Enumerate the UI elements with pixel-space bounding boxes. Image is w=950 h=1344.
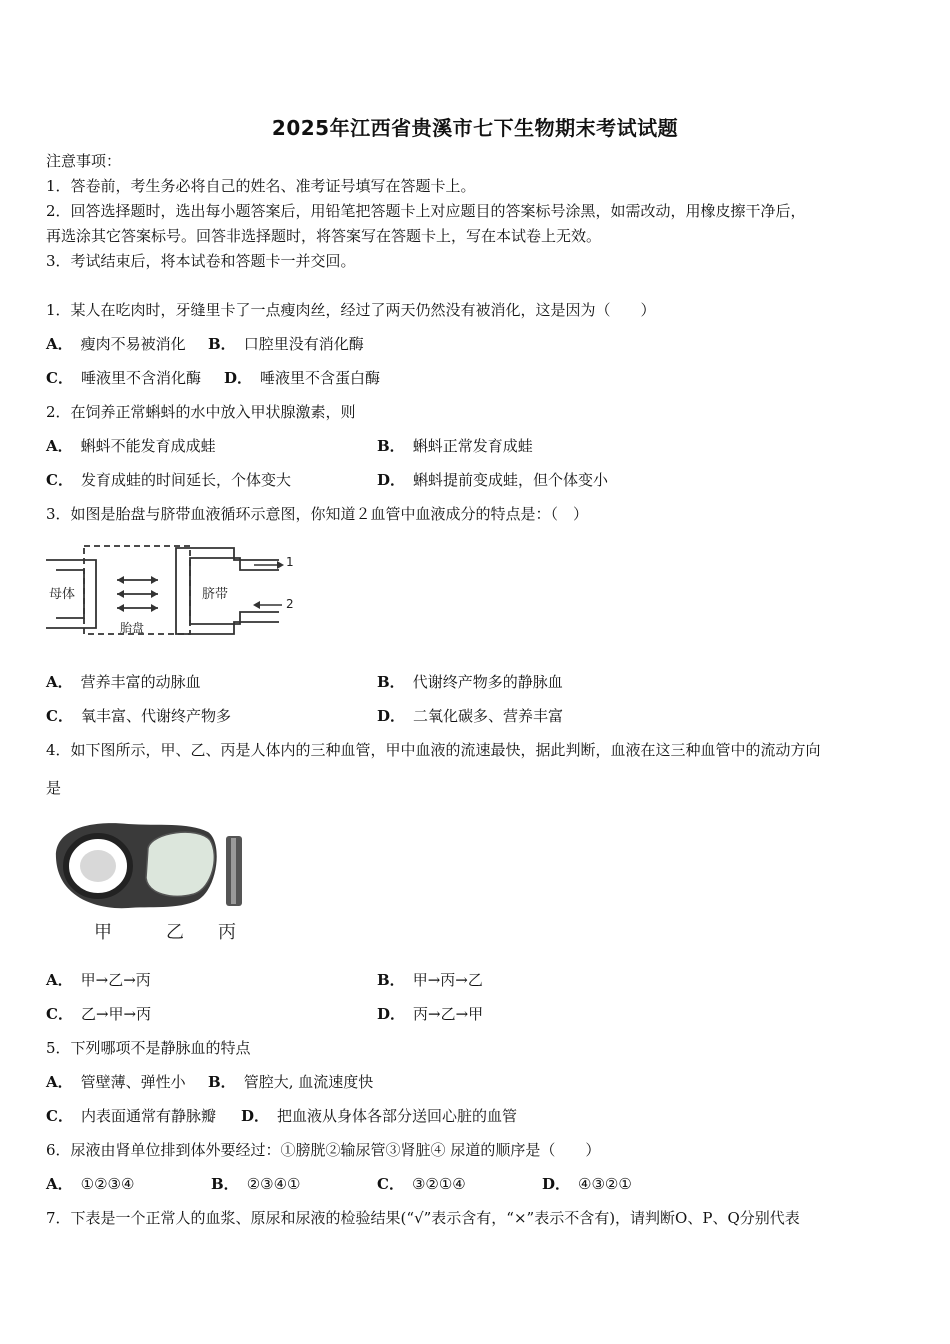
q3-option-a[interactable] — [46, 672, 201, 692]
option-label: A． — [46, 1175, 73, 1193]
notice-item-1: 1．答卷前，考生务必将自己的姓名、准考证号填写在答题卡上。 — [46, 177, 476, 195]
option-text: 二氧化碳多、营养丰富 — [413, 707, 564, 725]
q5-option-c[interactable] — [46, 1106, 216, 1126]
option-text: 甲→乙→丙 — [80, 971, 151, 989]
option-label: D． — [542, 1175, 571, 1193]
question-7-stem: 7．下表是一个正常人的血浆、原尿和尿液的检验结果(“√”表示含有，“×”表示不含有)，请判断O、P、Q分别代表 — [46, 1209, 800, 1227]
option-label: A． — [46, 335, 73, 353]
q2-option-b[interactable] — [377, 436, 533, 456]
option-label: C． — [46, 1107, 73, 1125]
q6-option-d[interactable] — [542, 1174, 632, 1194]
option-text: 蝌蚪不能发育成成蛙 — [80, 437, 216, 455]
q6-option-a[interactable] — [46, 1174, 134, 1194]
option-text: 营养丰富的动脉血 — [80, 673, 201, 691]
notice-heading: 注意事项： — [46, 152, 122, 170]
option-text: ①②③④ — [80, 1175, 135, 1193]
option-text: ②③④① — [246, 1175, 301, 1193]
mother-label: 母体 — [49, 587, 76, 602]
q2-option-d[interactable] — [377, 470, 608, 490]
vessel-jia-label: 甲 — [94, 922, 112, 943]
option-text: 丙→乙→甲 — [413, 1005, 484, 1023]
notice-item-3: 3．考试结束后，将本试卷和答题卡一并交回。 — [46, 252, 356, 270]
vessel-2-label: 2 — [286, 597, 294, 611]
notice-item-2-cont: 再选涂其它答案标号。回答非选择题时，将答案写在答题卡上，写在本试卷上无效。 — [46, 227, 602, 245]
option-label: D． — [377, 1005, 406, 1023]
q3-option-c[interactable] — [46, 706, 231, 726]
option-label: B． — [211, 1175, 239, 1193]
q3-option-b[interactable] — [377, 672, 563, 692]
option-label: B． — [377, 673, 405, 691]
q2-option-c[interactable] — [46, 470, 291, 490]
q3-option-d[interactable] — [377, 706, 563, 726]
option-text: 管壁薄、弹性小 — [80, 1073, 186, 1091]
question-6-stem: 6．尿液由肾单位排到体外要经过：①膀胱②输尿管③肾脏④ 尿道的顺序是（ ） — [46, 1141, 601, 1159]
vessel-yi-label: 乙 — [166, 922, 184, 943]
question-4-stem: 4．如下图所示，甲、乙、丙是人体内的三种血管，甲中血液的流速最快，据此判断，血液在这三种血管中的流动方向 — [46, 741, 821, 759]
option-text: 蝌蚪提前变成蛙，但个体变小 — [413, 471, 609, 489]
option-text: ④③②① — [578, 1175, 632, 1193]
question-4-stem-cont: 是 — [46, 779, 62, 797]
placenta-label: 胎盘 — [120, 621, 145, 635]
option-text: 代谢终产物多的静脉血 — [412, 673, 563, 691]
q5-option-b[interactable] — [208, 1072, 373, 1092]
option-text: 瘦肉不易被消化 — [80, 335, 186, 353]
option-label: D． — [241, 1107, 270, 1125]
option-text: 唾液里不含消化酶 — [80, 369, 201, 387]
option-label: D． — [224, 369, 253, 387]
option-label: C． — [377, 1175, 404, 1193]
option-text: 内表面通常有静脉瓣 — [80, 1107, 216, 1125]
option-text: 甲→丙→乙 — [412, 971, 483, 989]
question-5-stem: 5．下列哪项不是静脉血的特点 — [46, 1039, 251, 1057]
q4-option-a[interactable] — [46, 970, 151, 990]
option-label: C． — [46, 369, 73, 387]
option-text: 氧丰富、代谢终产物多 — [80, 707, 231, 725]
option-label: B． — [377, 971, 405, 989]
question-2-stem: 2．在饲养正常蝌蚪的水中放入甲状腺激素，则 — [46, 403, 356, 421]
option-label: A． — [46, 673, 73, 691]
q1-option-a[interactable] — [46, 334, 186, 354]
option-text: 蝌蚪正常发育成蛙 — [412, 437, 533, 455]
option-label: D． — [377, 707, 406, 725]
q5-option-a[interactable] — [46, 1072, 186, 1092]
option-text: 唾液里不含蛋白酶 — [260, 369, 381, 387]
option-label: C． — [46, 1005, 73, 1023]
blood-vessels-figure — [48, 818, 253, 950]
option-text: 管腔大, 血流速度快 — [243, 1073, 374, 1091]
option-label: C． — [46, 471, 73, 489]
q1-option-c[interactable] — [46, 368, 201, 388]
option-label: D． — [377, 471, 406, 489]
option-label: B． — [208, 1073, 236, 1091]
placenta-diagram — [44, 540, 304, 645]
option-label: A． — [46, 971, 73, 989]
option-label: A． — [46, 437, 73, 455]
page-title: 2025年江西省贵溪市七下生物期末考试试题 — [271, 116, 679, 140]
vessel-1-label: 1 — [286, 555, 294, 569]
option-label: C． — [46, 707, 73, 725]
option-text: ③②①④ — [411, 1175, 466, 1193]
q4-option-c[interactable] — [46, 1004, 151, 1024]
option-text: 把血液从身体各部分送回心脏的血管 — [277, 1107, 518, 1125]
option-label: B． — [377, 437, 405, 455]
q6-option-b[interactable] — [211, 1174, 300, 1194]
question-1-stem: 1．某人在吃肉时，牙缝里卡了一点瘦肉丝，经过了两天仍然没有被消化，这是因为（ ） — [46, 301, 656, 319]
q5-option-d[interactable] — [241, 1106, 517, 1126]
option-label: A． — [46, 1073, 73, 1091]
option-text: 口腔里没有消化酶 — [243, 335, 364, 353]
q2-option-a[interactable] — [46, 436, 216, 456]
q1-option-d[interactable] — [224, 368, 380, 388]
notice-item-2: 2．回答选择题时，选出每小题答案后，用铅笔把答题卡上对应题目的答案标号涂黑，如需改动，用橡皮擦干净后， — [46, 202, 806, 220]
cord-label: 脐带 — [202, 587, 229, 602]
option-text: 发育成蛙的时间延长，个体变大 — [80, 471, 291, 489]
q1-option-b[interactable] — [208, 334, 364, 354]
vessel-bing-label: 丙 — [218, 922, 236, 943]
q6-option-c[interactable] — [377, 1174, 466, 1194]
option-label: B． — [208, 335, 236, 353]
question-3-stem: 3．如图是胎盘与脐带血液循环示意图，你知道２血管中血液成分的特点是：（ ） — [46, 505, 589, 523]
q4-option-d[interactable] — [377, 1004, 483, 1024]
q4-option-b[interactable] — [377, 970, 483, 990]
option-text: 乙→甲→丙 — [80, 1005, 152, 1023]
